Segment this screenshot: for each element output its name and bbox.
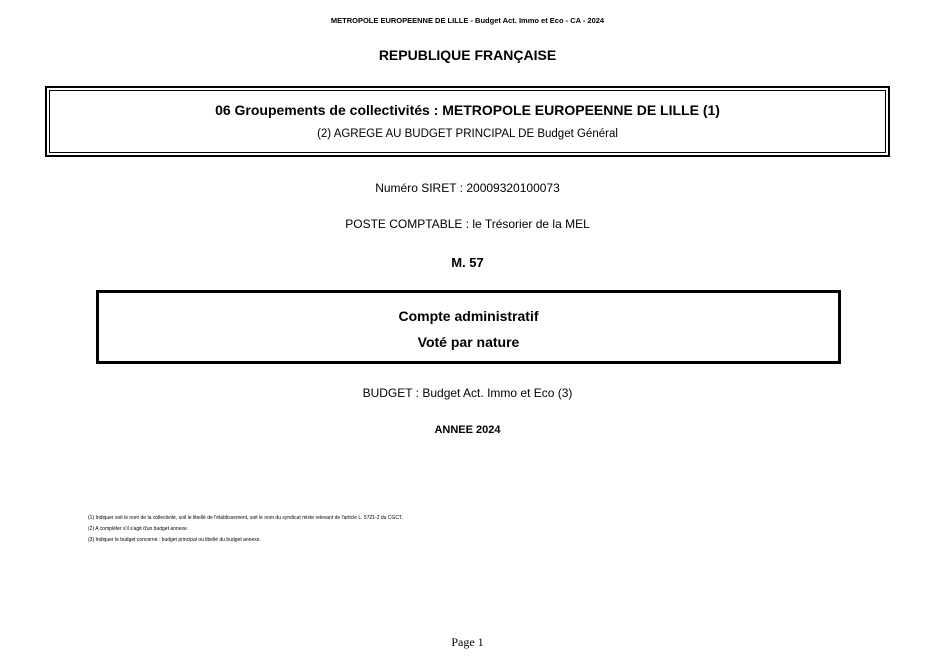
poste-comptable: POSTE COMPTABLE : le Trésorier de la MEL — [345, 217, 590, 231]
collectivite-title: 06 Groupements de collectivités : METROPOLE EUROPEENNE DE LILLE (1) — [215, 102, 720, 118]
document-type-box — [96, 290, 841, 364]
collectivite-box — [45, 86, 890, 157]
collectivite-subtitle: (2) AGREGE AU BUDGET PRINCIPAL DE Budget Général — [317, 128, 618, 140]
document-type-subtitle: Voté par nature — [417, 334, 520, 350]
budget-label: BUDGET : Budget Act. Immo et Eco (3) — [362, 386, 573, 400]
footnote-3: (3) Indiquer le budget concerné : budget principal ou libellé du budget annexe. — [88, 537, 261, 543]
footnote-2: (2) A compléter s'il s'agit d'un budget annexe. — [88, 526, 189, 532]
nomenclature: M. 57 — [451, 255, 484, 270]
running-header: METROPOLE EUROPEENNE DE LILLE - Budget Act. Immo et Eco - CA - 2024 — [330, 16, 605, 25]
document-type-title: Compte administratif — [398, 308, 539, 324]
footnote-1: (1) Indiquer soit le nom de la collectivité, soit le libellé de l'établissement, soit le nom du syndicat mixte relevant de l'article L. 5721-2 du CGCT. — [88, 515, 403, 521]
republique-heading: REPUBLIQUE FRANÇAISE — [378, 47, 557, 63]
budget-year: ANNEE 2024 — [434, 424, 501, 436]
page-number: Page 1 — [451, 635, 484, 649]
siret-number: Numéro SIRET : 20009320100073 — [375, 181, 560, 195]
